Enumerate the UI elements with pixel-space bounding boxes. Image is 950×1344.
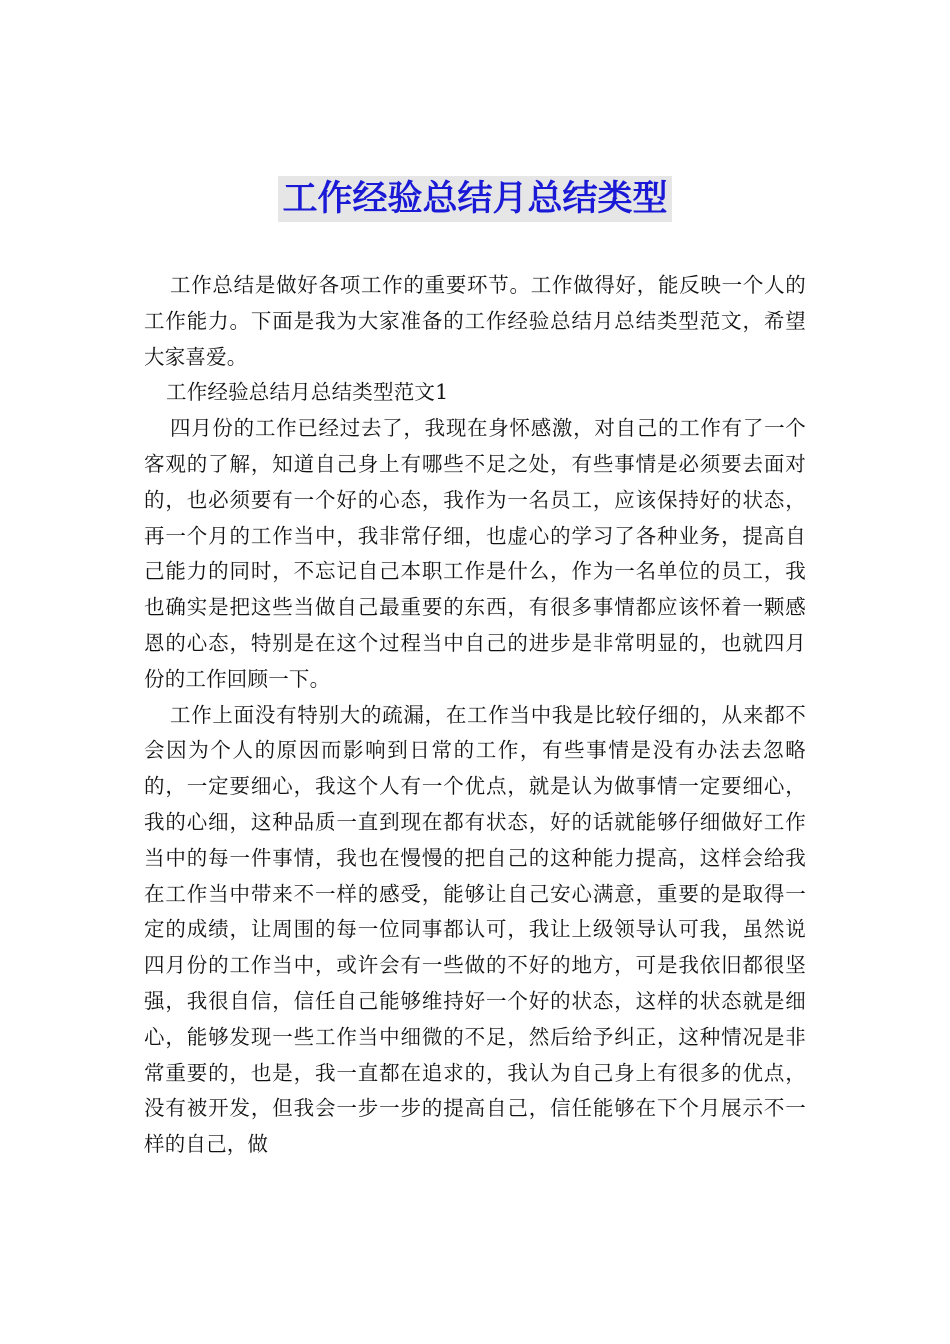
section-heading: 工作经验总结月总结类型范文1 <box>166 380 449 405</box>
document-title: 工作经验总结月总结类型 <box>278 176 671 222</box>
body-paragraph-1: 四月份的工作已经过去了，我现在身怀感激，对自己的工作有了一个客观的了解，知道自己身上有哪些不足之处，有些事情是必须要去面对的，也必须要有一个好的心态，我作为一名员工，应该保持好的状态，再一个月的工作当中，我非常仔细，也虚心的学习了各种业务，提高自己能力的同时，不忘记自己本职工作是什么，作为一名单位的员工，我也确实是把这些当做自己最重要的东西，有很多事情都应该怀着一颗感恩的心态，特别是在这个过程当中自己的进步是非常明显的，也就四月份的工作回顾一下。 <box>144 416 806 691</box>
document-body <box>144 268 806 1163</box>
title-container <box>0 176 950 222</box>
body-paragraph-2: 工作上面没有特别大的疏漏，在工作当中我是比较仔细的，从来都不会因为个人的原因而影响到日常的工作，有些事情是没有办法去忽略的，一定要细心，我这个人有一个优点，就是认为做事情一定要细心，我的心细，这种品质一直到现在都有状态，好的话就能够仔细做好工作当中的每一件事情，我也在慢慢的把自己的这种能力提高，这样会给我在工作当中带来不一样的感受，能够让自己安心满意，重要的是取得一定的成绩，让周围的每一位同事都认可，我让上级领导认可我，虽然说四月份的工作当中，或许会有一些做的不好的地方，可是我依旧都很坚强，我很自信，信任自己能够维持好一个好的状态，这样的状态就是细心，能够发现一些工作当中细微的不足，然后给予纠正，这种情况是非常重要的，也是，我一直都在追求的，我认为自己身上有很多的优点，没有被开发，但我会一步一步的提高自己，信任能够在下个月展示不一样的自己，做 <box>144 702 806 1157</box>
intro-paragraph: 工作总结是做好各项工作的重要环节。工作做得好，能反映一个人的工作能力。下面是我为大家准备的工作经验总结月总结类型范文，希望大家喜爱。 <box>144 273 806 369</box>
